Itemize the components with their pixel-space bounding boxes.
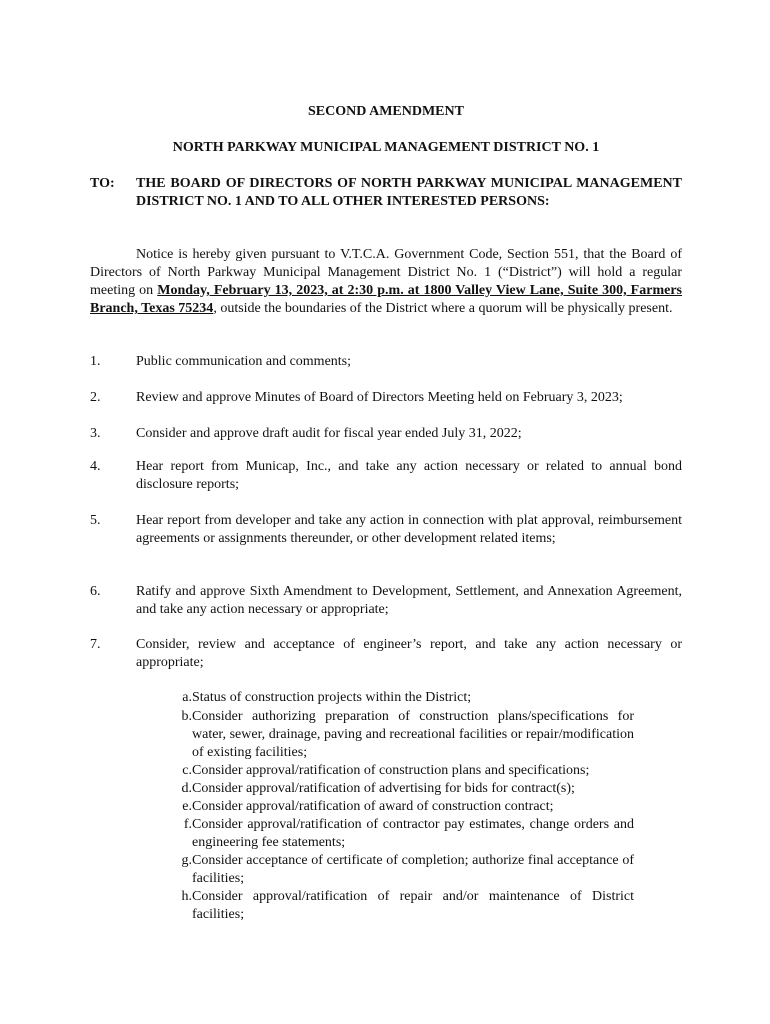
sub-item-letter: c.: [182, 763, 192, 778]
sub-item-letter: d.: [181, 781, 192, 796]
agenda-item-number: 3.: [90, 426, 101, 441]
agenda-item-text: Hear report from developer and take any action in connection with plat approval, reimbursement agreements or assignments thereunder, or other development related items;: [136, 513, 682, 546]
sub-item-text: Status of construction projects within the District;: [192, 690, 472, 705]
to-label: TO:: [90, 176, 115, 191]
document-title: SECOND AMENDMENT: [308, 104, 464, 119]
notice-outro: , outside the boundaries of the District where a quorum will be physically present.: [213, 301, 673, 316]
sub-item-text: Consider approval/ratification of construction plans and specifications;: [192, 763, 590, 778]
agenda-item-number: 4.: [90, 459, 101, 474]
agenda-item-number: 2.: [90, 390, 101, 405]
sub-item-letter: f.: [183, 817, 192, 832]
sub-item-text: Consider approval/ratification of award of construction contract;: [192, 799, 554, 814]
agenda-item-text: Consider, review and acceptance of engineer’s report, and take any action necessary or appropriate;: [136, 637, 682, 670]
agenda-item-number: 7.: [90, 637, 101, 652]
sub-item-letter: g.: [181, 853, 192, 868]
sub-item-text: Consider approval/ratification of repair and/or maintenance of District facilities;: [192, 889, 634, 922]
agenda-item-number: 6.: [90, 584, 101, 599]
agenda-item-text: Public communication and comments;: [136, 354, 352, 369]
sub-item-text: Consider acceptance of certificate of completion; authorize final acceptance of facilities;: [192, 853, 634, 886]
agenda-item-text: Review and approve Minutes of Board of Directors Meeting held on February 3, 2023;: [136, 390, 623, 405]
notice-intro: Notice is hereby given pursuant to V.T.C.A. Government Code, Section 551, that the Board of Directors of North Parkway Municipal Management District No. 1 (“District”) will hold a regular meeting on: [90, 247, 682, 298]
agenda-item-number: 1.: [90, 354, 101, 369]
sub-item-letter: e.: [182, 799, 192, 814]
sub-item-letter: a.: [182, 690, 192, 705]
agenda-item-text: Ratify and approve Sixth Amendment to Development, Settlement, and Annexation Agreement, and take any action necessary or appropriate;: [136, 584, 682, 617]
sub-item-text: Consider approval/ratification of advertising for bids for contract(s);: [192, 781, 575, 796]
meeting-details: Monday, February 13, 2023, at 2:30 p.m. at 1800 Valley View Lane, Suite 300, Farmers Branch, Texas 75234: [90, 283, 682, 316]
agenda-item-number: 5.: [90, 513, 101, 528]
sub-item-letter: h.: [181, 889, 192, 904]
sub-item-text: Consider approval/ratification of contractor pay estimates, change orders and engineering fee statements;: [192, 817, 634, 850]
notice-paragraph: [90, 246, 682, 318]
sub-item-text: Consider authorizing preparation of construction plans/specifications for water, sewer, drainage, paving and recreational facilities or repair/modification of existing facilities;: [192, 709, 634, 760]
addressee-text: THE BOARD OF DIRECTORS OF NORTH PARKWAY MUNICIPAL MANAGEMENT DISTRICT NO. 1 AND TO ALL OTHER INTERESTED PERSONS:: [136, 176, 682, 209]
agenda-item-text: Hear report from Municap, Inc., and take any action necessary or related to annual bond disclosure reports;: [136, 459, 682, 492]
district-name: NORTH PARKWAY MUNICIPAL MANAGEMENT DISTRICT NO. 1: [172, 140, 600, 155]
sub-item-letter: b.: [181, 709, 192, 724]
agenda-item-text: Consider and approve draft audit for fiscal year ended July 31, 2022;: [136, 426, 522, 441]
